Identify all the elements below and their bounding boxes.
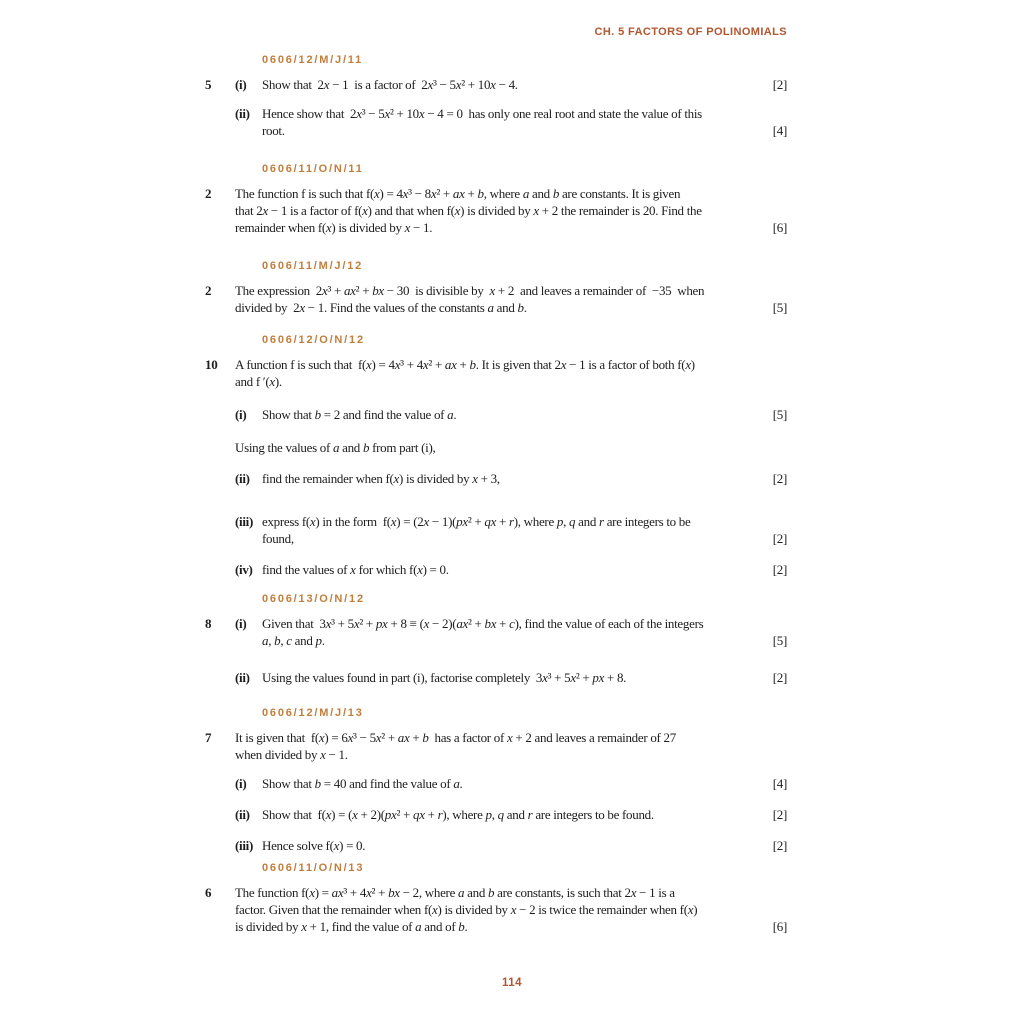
part-label: (iv)	[235, 562, 253, 577]
question-line: found,	[262, 531, 294, 546]
question-number	[205, 901, 235, 918]
question-row	[205, 219, 787, 236]
question-row	[205, 530, 787, 547]
question-line: that 2x − 1 is a factor of f(x) and that when f(x) is divided by x + 2 the remainder is 20. Find the	[235, 203, 702, 218]
marks: [6]	[772, 220, 787, 235]
marks: [4]	[772, 776, 787, 791]
marks: [2]	[772, 807, 787, 822]
part-label: (ii)	[235, 106, 250, 121]
question-row	[205, 470, 787, 487]
question-row	[205, 105, 787, 122]
question-row	[205, 76, 787, 93]
marks: [6]	[772, 919, 787, 934]
question-block	[205, 163, 787, 236]
question-number: 2	[205, 283, 212, 298]
question-number	[205, 530, 235, 547]
question-line: factor. Given that the remainder when f(x) is divided by x − 2 is twice the remainder when f(x)	[235, 902, 698, 917]
question-row	[205, 669, 787, 686]
chapter-header: CH. 5 FACTORS OF POLINOMIALS	[594, 26, 787, 38]
exam-code: 0606/12/M/J/13	[262, 707, 364, 719]
question-line: express f(x) in the form f(x) = (2x − 1)(px² + qx + r), where p, q and r are integers to be	[262, 514, 691, 529]
question-number	[205, 561, 235, 578]
marks: [5]	[772, 300, 787, 315]
question-number: 6	[205, 885, 212, 900]
question-block	[205, 707, 787, 854]
exam-code: 0606/12/O/N/12	[262, 334, 365, 346]
part-label: (ii)	[235, 807, 250, 822]
exam-code: 0606/11/M/J/12	[262, 260, 364, 272]
question-number	[205, 373, 235, 390]
question-block	[205, 862, 787, 935]
question-number	[205, 806, 235, 823]
question-row	[205, 746, 787, 763]
question-line: Hence show that 2x³ − 5x² + 10x − 4 = 0 has only one real root and state the value of this	[262, 106, 702, 121]
page-number: 114	[501, 977, 523, 989]
marks: [4]	[772, 123, 787, 138]
question-row	[205, 202, 787, 219]
question-row	[205, 122, 787, 139]
question-line: root.	[262, 123, 285, 138]
question-line: Show that f(x) = (x + 2)(px² + qx + r), where p, q and r are integers to be found.	[262, 807, 654, 822]
exam-code: 0606/13/O/N/12	[262, 593, 365, 605]
question-row	[205, 513, 787, 530]
part-label: (ii)	[235, 670, 250, 685]
question-line: find the remainder when f(x) is divided by x + 3,	[262, 471, 500, 486]
question-number	[205, 122, 235, 139]
question-line: Using the values of a and b from part (i),	[235, 440, 436, 455]
exam-code: 0606/11/O/N/13	[262, 862, 365, 874]
question-number	[205, 632, 235, 649]
question-row	[205, 373, 787, 390]
question-row	[205, 729, 787, 746]
question-line: divided by 2x − 1. Find the values of the constants a and b.	[235, 300, 527, 315]
question-row	[205, 185, 787, 202]
question-line: when divided by x − 1.	[235, 747, 348, 762]
question-line: find the values of x for which f(x) = 0.	[262, 562, 449, 577]
part-label: (iii)	[235, 514, 253, 529]
question-number	[205, 299, 235, 316]
question-line: Show that b = 2 and find the value of a.	[262, 407, 457, 422]
question-row	[205, 901, 787, 918]
question-row	[205, 884, 787, 901]
part-label: (i)	[235, 616, 247, 631]
part-label	[235, 122, 262, 139]
question-block	[205, 260, 787, 316]
marks: [5]	[772, 407, 787, 422]
question-block	[205, 593, 787, 686]
question-row	[205, 632, 787, 649]
part-label	[235, 632, 262, 649]
question-line: is divided by x + 1, find the value of a and of b.	[235, 919, 468, 934]
exam-code: 0606/11/O/N/11	[262, 163, 364, 175]
marks: [2]	[772, 838, 787, 853]
marks: [2]	[772, 471, 787, 486]
question-row	[205, 282, 787, 299]
page-content	[205, 0, 787, 935]
part-label: (iii)	[235, 838, 253, 853]
question-number	[205, 837, 235, 854]
question-number: 5	[205, 77, 212, 92]
part-label: (ii)	[235, 471, 250, 486]
question-number	[205, 669, 235, 686]
part-label: (i)	[235, 77, 247, 92]
question-line: and f ′(x).	[235, 374, 282, 389]
question-number	[205, 219, 235, 236]
question-row	[205, 561, 787, 578]
question-number: 10	[205, 357, 218, 372]
question-number	[205, 746, 235, 763]
marks: [2]	[772, 531, 787, 546]
question-row	[205, 406, 787, 423]
question-line: remainder when f(x) is divided by x − 1.	[235, 220, 433, 235]
question-number: 7	[205, 730, 212, 745]
question-number	[205, 439, 235, 456]
part-label: (i)	[235, 776, 247, 791]
question-line: The function f is such that f(x) = 4x³ − 8x² + ax + b, where a and b are constants. It is given	[235, 186, 681, 201]
question-block	[205, 334, 787, 578]
question-row	[205, 615, 787, 632]
question-row	[205, 775, 787, 792]
marks: [2]	[772, 670, 787, 685]
question-line: Given that 3x³ + 5x² + px + 8 ≡ (x − 2)(ax² + bx + c), find the value of each of the integers	[262, 616, 704, 631]
marks: [2]	[772, 77, 787, 92]
question-number	[205, 406, 235, 423]
question-row	[205, 918, 787, 935]
question-row	[205, 837, 787, 854]
question-row	[205, 439, 787, 456]
question-line: It is given that f(x) = 6x³ − 5x² + ax + b has a factor of x + 2 and leaves a remainder of 27	[235, 730, 676, 745]
question-number	[205, 775, 235, 792]
marks: [2]	[772, 562, 787, 577]
part-label	[235, 530, 262, 547]
question-row	[205, 299, 787, 316]
question-line: Hence solve f(x) = 0.	[262, 838, 366, 853]
question-row	[205, 356, 787, 373]
part-label: (i)	[235, 407, 247, 422]
question-number	[205, 513, 235, 530]
question-row	[205, 806, 787, 823]
exam-code: 0606/12/M/J/11	[262, 54, 364, 66]
question-line: Show that b = 40 and find the value of a.	[262, 776, 463, 791]
question-number	[205, 470, 235, 487]
question-line: A function f is such that f(x) = 4x³ + 4x² + ax + b. It is given that 2x − 1 is a factor of both f(x)	[235, 357, 695, 372]
question-line: a, b, c and p.	[262, 633, 325, 648]
question-line: The function f(x) = ax³ + 4x² + bx − 2, where a and b are constants, is such that 2x − 1 is a	[235, 885, 675, 900]
page-footer	[0, 977, 1024, 989]
question-number: 2	[205, 186, 212, 201]
question-number: 8	[205, 616, 212, 631]
question-line: Using the values found in part (i), factorise completely 3x³ + 5x² + px + 8.	[262, 670, 627, 685]
question-line: Show that 2x − 1 is a factor of 2x³ − 5x² + 10x − 4.	[262, 77, 518, 92]
question-block	[205, 54, 787, 139]
question-number	[205, 918, 235, 935]
question-line: The expression 2x³ + ax² + bx − 30 is divisible by x + 2 and leaves a remainder of −35 when	[235, 283, 705, 298]
question-number	[205, 202, 235, 219]
marks: [5]	[772, 633, 787, 648]
question-number	[205, 105, 235, 122]
